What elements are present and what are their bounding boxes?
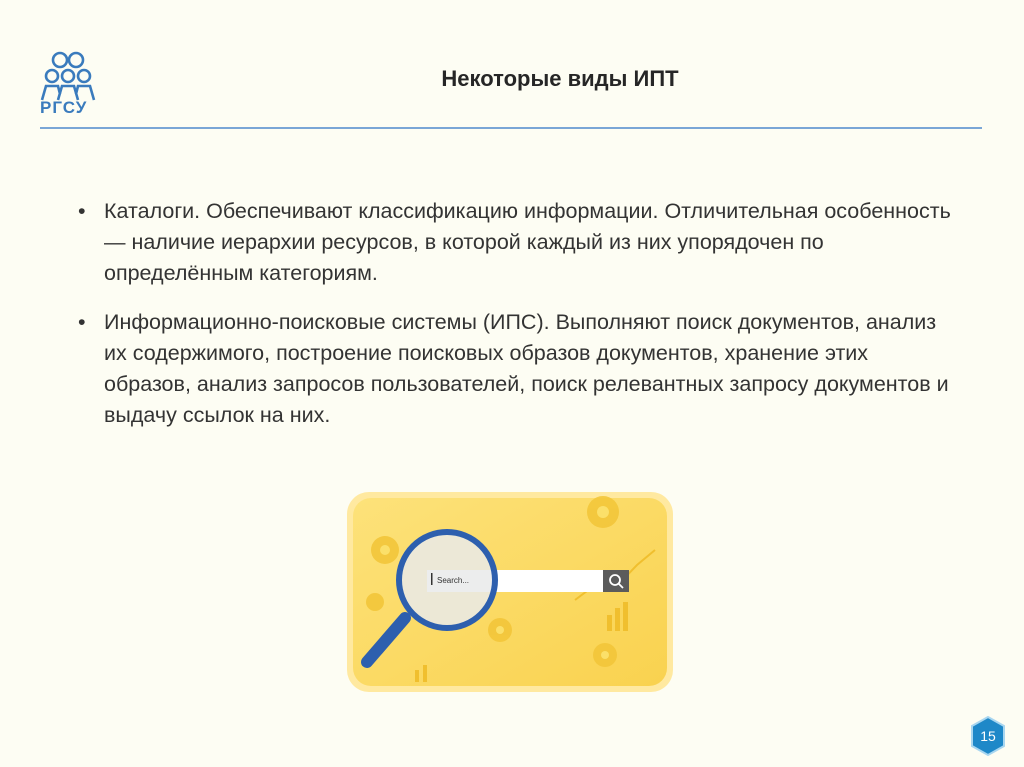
header-divider bbox=[40, 127, 982, 129]
logo-text: РГСУ bbox=[40, 98, 88, 117]
bullet-item-catalogs bbox=[78, 196, 958, 289]
bullet-text: Каталоги. Обеспечивают классификацию информации. Отличительная особенность — наличие иерархии ресурсов, в которой каждый из них упорядочен по определённым категориям. bbox=[104, 199, 951, 285]
bullet-list bbox=[78, 196, 958, 449]
search-illustration bbox=[345, 490, 675, 694]
bullet-marker: • bbox=[78, 310, 86, 334]
search-button bbox=[603, 570, 629, 592]
search-placeholder: Search... bbox=[437, 576, 470, 585]
bullet-marker: • bbox=[78, 199, 86, 223]
page-title: Некоторые виды ИПТ bbox=[441, 66, 679, 91]
bullet-text: Информационно-поисковые системы (ИПС). Выполняют поиск документов, анализ их содержимого, построение поисковых образов документов, хранение этих образов, анализ запросов пользователей, поиск релевантных запросу документов и выдачу ссылок на них. bbox=[104, 310, 949, 427]
bullet-item-ips bbox=[78, 307, 958, 431]
page-number: 15 bbox=[980, 728, 996, 744]
